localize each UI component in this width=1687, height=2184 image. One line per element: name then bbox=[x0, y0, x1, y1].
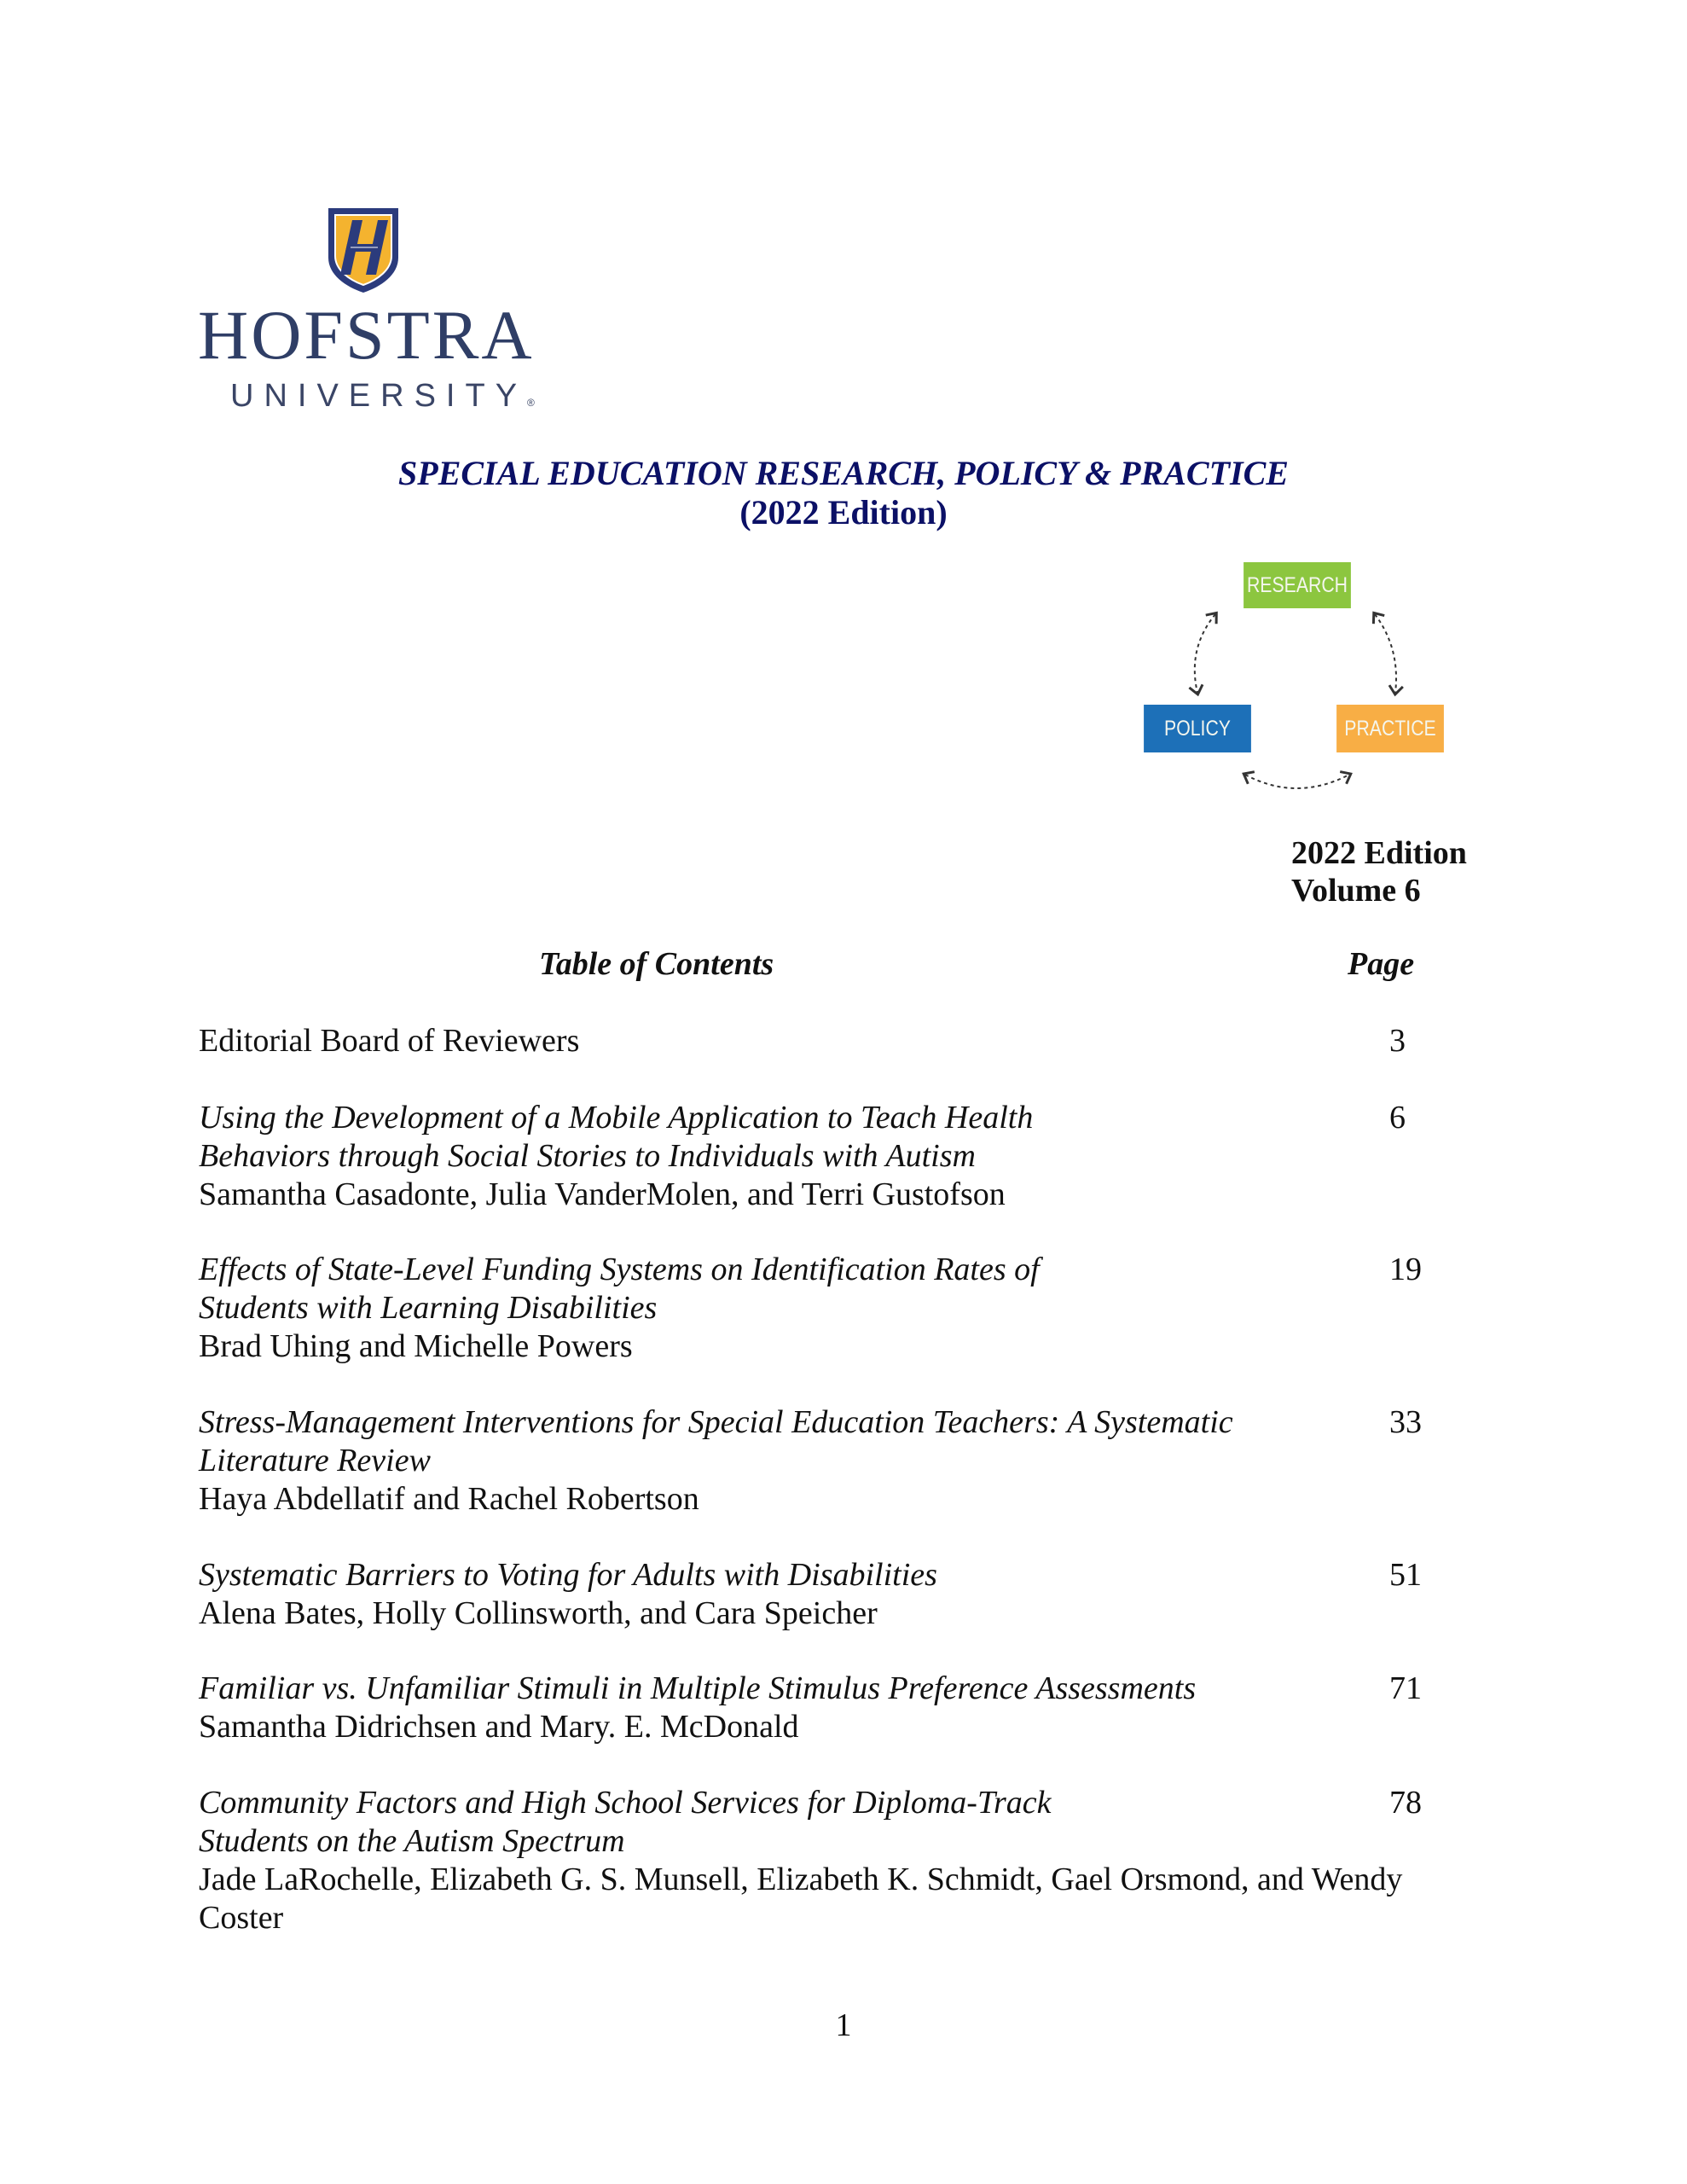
volume-label: Volume 6 bbox=[1291, 873, 1421, 909]
toc-entry-editorial-board[interactable] bbox=[199, 1022, 1478, 1060]
toc-entry-title[interactable]: Effects of State-Level Funding Systems on Identification Rates of bbox=[199, 1252, 1040, 1287]
toc-entry-title[interactable]: Editorial Board of Reviewers bbox=[199, 1023, 580, 1059]
toc-entry-page: 71 bbox=[1389, 1670, 1422, 1706]
page-column-heading: Page bbox=[1348, 946, 1415, 982]
journal-title: SPECIAL EDUCATION RESEARCH, POLICY & PRACTICE bbox=[398, 454, 1289, 492]
toc-entry-authors: Jade LaRochelle, Elizabeth G. S. Munsell, Elizabeth K. Schmidt, Gael Orsmond, and Wendy bbox=[199, 1862, 1403, 1897]
toc-entry-title[interactable]: Stress-Management Interventions for Special Education Teachers: A Systematic bbox=[199, 1404, 1233, 1440]
toc-entry-title[interactable]: Using the Development of a Mobile Application to Teach Health bbox=[199, 1100, 1034, 1136]
toc-entry-page: 78 bbox=[1389, 1785, 1422, 1821]
registered-mark: ® bbox=[527, 397, 535, 409]
page-number: 1 bbox=[835, 2007, 852, 2043]
toc-entry-title[interactable]: Students on the Autism Spectrum bbox=[199, 1823, 625, 1859]
toc-entry-title[interactable]: Literature Review bbox=[199, 1443, 431, 1478]
policy-box: POLICY bbox=[1144, 705, 1251, 752]
hofstra-shield-icon bbox=[325, 205, 402, 295]
edition-label: 2022 Edition bbox=[1291, 835, 1467, 871]
toc-entry[interactable] bbox=[199, 1403, 1478, 1519]
toc-entry-title[interactable]: Community Factors and High School Services for Diploma-Track bbox=[199, 1785, 1052, 1821]
toc-entry-authors: Samantha Casadonte, Julia VanderMolen, and Terri Gustofson bbox=[199, 1176, 1006, 1212]
toc-entry-title[interactable]: Behaviors through Social Stories to Individuals with Autism bbox=[199, 1138, 976, 1174]
research-box: RESEARCH bbox=[1244, 562, 1351, 608]
toc-entry[interactable] bbox=[199, 1251, 1478, 1366]
toc-entry-authors: Haya Abdellatif and Rachel Robertson bbox=[199, 1481, 699, 1517]
toc-entry[interactable] bbox=[199, 1670, 1478, 1746]
toc-entry-title[interactable]: Students with Learning Disabilities bbox=[199, 1290, 658, 1326]
toc-heading: Table of Contents bbox=[539, 946, 774, 982]
toc-entry-authors: Samantha Didrichsen and Mary. E. McDonald bbox=[199, 1709, 799, 1745]
research-policy-practice-diagram bbox=[1126, 555, 1467, 810]
logo-wordmark: HOFSTRA bbox=[198, 296, 535, 374]
logo-subtitle bbox=[230, 379, 535, 420]
toc-entry-page: 3 bbox=[1389, 1023, 1406, 1059]
toc-entry-title[interactable]: Familiar vs. Unfamiliar Stimuli in Multiple Stimulus Preference Assessments bbox=[199, 1670, 1197, 1706]
toc-entry[interactable] bbox=[199, 1784, 1478, 1937]
toc-entry[interactable] bbox=[199, 1099, 1478, 1214]
toc-entry-authors: Alena Bates, Holly Collinsworth, and Cara Speicher bbox=[199, 1595, 878, 1631]
toc-entry-title[interactable]: Systematic Barriers to Voting for Adults with Disabilities bbox=[199, 1557, 937, 1593]
toc-entry-page: 51 bbox=[1389, 1557, 1422, 1593]
practice-box: PRACTICE bbox=[1336, 705, 1444, 752]
toc-entry-authors: Brad Uhing and Michelle Powers bbox=[199, 1328, 633, 1364]
toc-entry-page: 19 bbox=[1389, 1252, 1422, 1287]
journal-edition: (2022 Edition) bbox=[739, 493, 948, 531]
toc-entry-authors: Coster bbox=[199, 1900, 284, 1936]
toc-entry[interactable] bbox=[199, 1556, 1478, 1633]
toc-entry-page: 6 bbox=[1389, 1100, 1406, 1136]
edition-info bbox=[1291, 834, 1467, 909]
toc-entry-page: 33 bbox=[1389, 1404, 1422, 1440]
logo-subtitle-text: UNIVERSITY bbox=[230, 378, 528, 414]
